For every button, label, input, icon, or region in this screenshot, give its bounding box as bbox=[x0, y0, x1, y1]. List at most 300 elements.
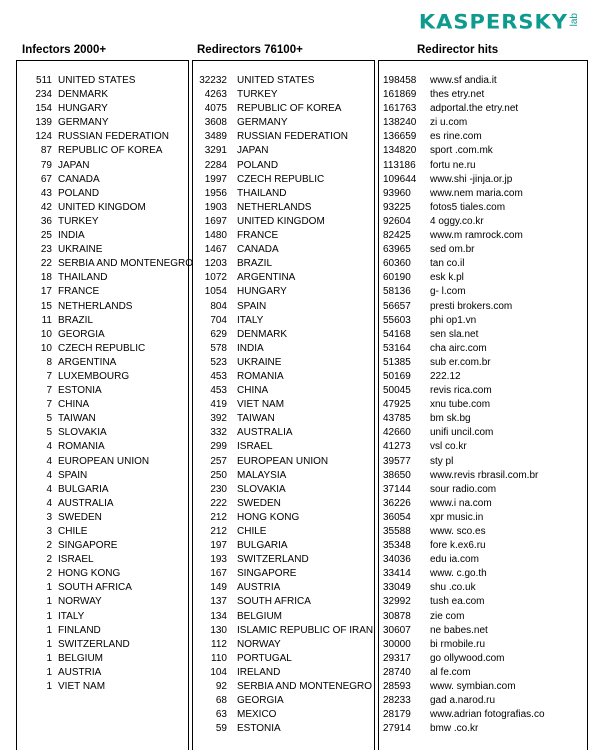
infector-row-label: GEORGIA bbox=[58, 328, 105, 340]
infector-row-count: 234 bbox=[35, 89, 52, 101]
infector-row-count: 10 bbox=[40, 328, 52, 340]
redirector-row-label: FRANCE bbox=[237, 230, 279, 242]
hit-row-label: esk k.pl bbox=[430, 272, 464, 284]
hit-row-count: 28740 bbox=[383, 666, 411, 678]
infector-row-count: 8 bbox=[46, 356, 52, 368]
hit-row-count: 198458 bbox=[383, 75, 417, 86]
hit-row bbox=[378, 511, 588, 525]
infector-row-count: 2 bbox=[46, 568, 52, 580]
hit-row-count: 134820 bbox=[383, 145, 417, 157]
hit-row bbox=[378, 525, 588, 539]
redirector-row-label: JAPAN bbox=[237, 145, 269, 157]
infector-row-label: FINLAND bbox=[58, 624, 101, 636]
hit-row-count: 93225 bbox=[383, 201, 411, 213]
hit-row-count: 29317 bbox=[383, 652, 411, 664]
redirector-row-count: 167 bbox=[210, 568, 227, 580]
hit-row-count: 37144 bbox=[383, 483, 411, 495]
redirector-row-label: RUSSIAN FEDERATION bbox=[237, 131, 348, 143]
infector-row-label: UNITED KINGDOM bbox=[58, 201, 146, 213]
redirector-row-label: ISRAEL bbox=[237, 441, 273, 453]
hit-row bbox=[378, 398, 588, 412]
redirector-row-count: 149 bbox=[210, 582, 227, 594]
redirector-row-count: 578 bbox=[210, 342, 227, 354]
hit-row-label: www.revis rbrasil.com.br bbox=[430, 469, 539, 481]
hit-row-count: 60190 bbox=[383, 272, 411, 284]
redirector-row-label: GERMANY bbox=[237, 117, 288, 129]
hit-row-label: sed om.br bbox=[430, 244, 475, 256]
redirector-row-count: 32232 bbox=[199, 75, 227, 86]
redirector-row bbox=[192, 384, 375, 398]
redirector-row bbox=[192, 483, 375, 497]
redirector-row-count: 197 bbox=[210, 540, 227, 552]
redirector-row-label: SOUTH AFRICA bbox=[237, 596, 311, 608]
redirector-row-count: 250 bbox=[210, 469, 227, 481]
infector-row-count: 139 bbox=[35, 117, 52, 129]
redirector-row-label: REPUBLIC OF KOREA bbox=[237, 103, 342, 115]
hit-row bbox=[378, 610, 588, 624]
redirector-row-label: BULGARIA bbox=[237, 540, 288, 552]
redirector-row bbox=[192, 285, 375, 299]
redirector-row-count: 704 bbox=[210, 314, 227, 326]
redirector-row bbox=[192, 539, 375, 553]
hit-row bbox=[378, 356, 588, 370]
redirector-row-count: 230 bbox=[210, 483, 227, 495]
hit-row-label: bmw .co.kr bbox=[430, 723, 479, 735]
redirector-row-count: 3489 bbox=[204, 131, 227, 143]
hit-row bbox=[378, 455, 588, 469]
redirector-row bbox=[192, 173, 375, 187]
redirector-row-label: NETHERLANDS bbox=[237, 201, 312, 213]
hit-row bbox=[378, 370, 588, 384]
redirector-row-label: SWEDEN bbox=[237, 497, 281, 509]
infector-row-label: ESTONIA bbox=[58, 385, 102, 397]
hit-row-count: 82425 bbox=[383, 230, 411, 242]
redirector-row-count: 1697 bbox=[204, 215, 227, 227]
redirector-row-count: 1997 bbox=[204, 173, 227, 185]
redirector-row-label: PORTUGAL bbox=[237, 652, 292, 664]
redirector-row-label: SERBIA AND MONTENEGRO bbox=[237, 681, 373, 693]
redirector-row-count: 212 bbox=[210, 526, 227, 537]
infector-row-label: EUROPEAN UNION bbox=[58, 455, 150, 467]
redirector-row bbox=[192, 595, 375, 609]
hit-row-label: www.shi -jinja.or.jp bbox=[430, 173, 513, 185]
infector-row-count: 22 bbox=[40, 258, 52, 270]
infector-row-count: 2 bbox=[46, 540, 52, 552]
hit-row bbox=[378, 384, 588, 398]
infector-row-count: 4 bbox=[46, 483, 52, 495]
redirector-row-count: 1467 bbox=[204, 244, 227, 256]
redirector-row bbox=[192, 652, 375, 666]
hit-row-label: sty pl bbox=[430, 455, 454, 467]
redirector-row bbox=[192, 497, 375, 511]
hit-row-label: 222.12 bbox=[430, 370, 461, 382]
infector-row-label: RUSSIAN FEDERATION bbox=[58, 131, 169, 143]
hit-row bbox=[378, 342, 588, 356]
hit-row bbox=[378, 116, 588, 130]
hit-row-count: 56657 bbox=[383, 300, 411, 312]
kaspersky-logo bbox=[419, 10, 580, 34]
hit-row bbox=[378, 257, 588, 271]
infector-row-label: NETHERLANDS bbox=[58, 300, 133, 312]
hit-row-label: al fe.com bbox=[430, 666, 471, 678]
redirector-row-label: GEORGIA bbox=[237, 695, 284, 707]
redirector-row-count: 392 bbox=[210, 413, 227, 425]
redirector-row-label: NORWAY bbox=[237, 638, 281, 650]
hit-row-count: 50169 bbox=[383, 370, 411, 382]
redirector-row bbox=[192, 567, 375, 581]
redirector-row-count: 3608 bbox=[204, 117, 227, 129]
hit-row-count: 30878 bbox=[383, 610, 411, 622]
redirector-row bbox=[192, 610, 375, 624]
hits-header: Redirector hits bbox=[417, 44, 499, 56]
redirector-row-count: 453 bbox=[210, 370, 227, 382]
infector-row-label: SERBIA AND MONTENEGRO bbox=[58, 258, 194, 270]
infector-row-count: 18 bbox=[40, 272, 52, 284]
hit-row-count: 33049 bbox=[383, 582, 411, 594]
redirector-row-count: 1480 bbox=[204, 230, 227, 242]
hit-row-label: sub er.com.br bbox=[430, 356, 491, 368]
hit-row bbox=[378, 285, 588, 299]
hit-row bbox=[378, 553, 588, 567]
redirector-row bbox=[192, 370, 375, 384]
redirector-row-label: ISLAMIC REPUBLIC OF IRAN bbox=[237, 624, 374, 636]
infector-row-count: 43 bbox=[40, 187, 52, 199]
redirector-row-label: UNITED STATES bbox=[237, 75, 315, 86]
hit-row bbox=[378, 694, 588, 708]
hit-row bbox=[378, 708, 588, 722]
hit-row-count: 161763 bbox=[383, 103, 417, 115]
hit-row bbox=[378, 497, 588, 511]
hit-row-count: 92604 bbox=[383, 215, 411, 227]
hit-row-label: tan co.il bbox=[430, 258, 465, 270]
infector-row-count: 11 bbox=[41, 314, 52, 326]
redirector-row-count: 2284 bbox=[204, 159, 227, 171]
redirector-row-count: 1956 bbox=[204, 187, 227, 199]
redirector-row-count: 92 bbox=[215, 681, 227, 693]
hit-row bbox=[378, 243, 588, 257]
hit-row-count: 51385 bbox=[383, 356, 411, 368]
hit-row-label: sen sla.net bbox=[430, 328, 479, 340]
infector-row-label: SWITZERLAND bbox=[58, 638, 130, 650]
hit-row-label: bm sk.bg bbox=[430, 413, 471, 425]
redirector-row-count: 110 bbox=[211, 652, 227, 664]
hit-row-count: 60360 bbox=[383, 258, 411, 270]
infector-row-count: 4 bbox=[46, 455, 52, 467]
redirector-row-label: SPAIN bbox=[237, 300, 267, 312]
redirector-row-count: 134 bbox=[210, 610, 227, 622]
hit-row-count: 32992 bbox=[383, 596, 411, 608]
redirector-row bbox=[192, 116, 375, 130]
redirector-row-label: VIET NAM bbox=[237, 399, 285, 411]
infector-row-count: 124 bbox=[35, 131, 52, 143]
redirector-row-label: CZECH REPUBLIC bbox=[237, 173, 325, 185]
redirector-row-label: AUSTRIA bbox=[237, 582, 281, 594]
redirector-row-count: 130 bbox=[210, 624, 227, 636]
redirector-row bbox=[192, 638, 375, 652]
infector-row-count: 15 bbox=[40, 300, 52, 312]
hit-row-count: 161869 bbox=[383, 89, 417, 101]
hit-row-count: 43785 bbox=[383, 413, 411, 425]
redirector-row bbox=[192, 342, 375, 356]
infector-row-count: 154 bbox=[35, 103, 52, 115]
redirector-row-label: AUSTRALIA bbox=[237, 427, 293, 439]
hit-row bbox=[378, 300, 588, 314]
redirector-row bbox=[192, 215, 375, 229]
redirector-row-label: BRAZIL bbox=[237, 258, 273, 270]
hit-row bbox=[378, 328, 588, 342]
infector-row-count: 1 bbox=[46, 610, 52, 622]
infector-row-count: 79 bbox=[40, 159, 52, 171]
infector-row-label: ISRAEL bbox=[58, 554, 94, 566]
infectors-header: Infectors 2000+ bbox=[22, 44, 107, 56]
hit-row-label: xnu tube.com bbox=[430, 399, 491, 411]
redirector-row-count: 4075 bbox=[204, 103, 227, 115]
infector-row-label: UNITED STATES bbox=[58, 75, 136, 86]
infector-row-label: BULGARIA bbox=[58, 483, 109, 495]
hit-row bbox=[378, 652, 588, 666]
redirector-row-count: 193 bbox=[210, 554, 227, 566]
redirector-row bbox=[192, 271, 375, 285]
hit-row bbox=[378, 159, 588, 173]
redirector-row bbox=[192, 398, 375, 412]
redirector-row-label: INDIA bbox=[237, 342, 264, 354]
redirector-row bbox=[192, 187, 375, 201]
infector-row-label: CHILE bbox=[58, 526, 88, 537]
infector-row-count: 87 bbox=[40, 145, 52, 157]
redirector-row-count: 1054 bbox=[204, 286, 227, 298]
redirector-row-label: BELGIUM bbox=[237, 610, 283, 622]
infector-row-count: 25 bbox=[40, 230, 52, 242]
hit-row bbox=[378, 595, 588, 609]
redirector-row-label: ROMANIA bbox=[237, 370, 284, 382]
redirector-row-label: ITALY bbox=[237, 314, 264, 326]
redirector-row-label: SLOVAKIA bbox=[237, 483, 286, 495]
redirector-row bbox=[192, 455, 375, 469]
redirector-row-label: CHINA bbox=[237, 385, 269, 397]
hit-row bbox=[378, 229, 588, 243]
redirector-row-label: HONG KONG bbox=[237, 511, 300, 523]
hit-row-count: 63965 bbox=[383, 244, 411, 256]
hit-row-label: phi op1.vn bbox=[430, 314, 477, 326]
hit-row-label: fortu ne.ru bbox=[430, 159, 476, 171]
redirector-row-count: 63 bbox=[215, 709, 227, 721]
redirector-row bbox=[192, 102, 375, 116]
infector-row-label: CZECH REPUBLIC bbox=[58, 342, 146, 354]
hit-row-count: 35588 bbox=[383, 526, 411, 537]
redirector-row-count: 332 bbox=[210, 427, 227, 439]
hit-row-label: www.nem maria.com bbox=[430, 187, 523, 199]
hit-row-label: www. symbian.com bbox=[430, 681, 516, 693]
redirector-row-count: 299 bbox=[210, 441, 227, 453]
hit-row bbox=[378, 638, 588, 652]
redirector-row bbox=[192, 130, 375, 144]
hit-row-label: www. c.go.th bbox=[430, 568, 487, 580]
infector-row-count: 7 bbox=[46, 399, 52, 411]
infector-row-label: CHINA bbox=[58, 399, 90, 411]
infector-row-count: 1 bbox=[46, 652, 52, 664]
hit-row-count: 42660 bbox=[383, 427, 411, 439]
redirector-row-label: MEXICO bbox=[237, 709, 277, 721]
redirector-row bbox=[192, 243, 375, 257]
hit-row-count: 28593 bbox=[383, 681, 411, 693]
hit-row bbox=[378, 173, 588, 187]
redirector-row-count: 257 bbox=[210, 455, 227, 467]
hit-row-label: www. sco.es bbox=[430, 526, 486, 537]
redirector-row bbox=[192, 511, 375, 525]
redirector-row bbox=[192, 624, 375, 638]
hit-row-label: g- l.com bbox=[430, 286, 466, 298]
hit-row bbox=[378, 680, 588, 694]
redirector-row bbox=[192, 74, 375, 88]
hit-row bbox=[378, 624, 588, 638]
redirector-row-count: 222 bbox=[210, 497, 227, 509]
infector-row-label: NORWAY bbox=[58, 596, 102, 608]
hit-row-label: fotos5 tiales.com bbox=[430, 201, 506, 213]
redirector-row-label: POLAND bbox=[237, 159, 279, 171]
hit-row-count: 38650 bbox=[383, 469, 411, 481]
redirector-row bbox=[192, 581, 375, 595]
hit-row-count: 55603 bbox=[383, 314, 411, 326]
infector-row-label: DENMARK bbox=[58, 89, 109, 101]
infector-row-label: FRANCE bbox=[58, 286, 100, 298]
infector-row-count: 42 bbox=[40, 201, 52, 213]
redirector-row-count: 137 bbox=[210, 596, 227, 608]
redirector-row bbox=[192, 525, 375, 539]
infector-row-label: SWEDEN bbox=[58, 511, 102, 523]
hit-row-count: 36054 bbox=[383, 511, 411, 523]
infector-row-label: BELGIUM bbox=[58, 652, 104, 664]
hit-row-label: xpr music.in bbox=[430, 511, 484, 523]
redirector-row-label: SINGAPORE bbox=[237, 568, 297, 580]
infector-row-label: ITALY bbox=[58, 610, 85, 622]
logo-lab-suffix: lab bbox=[569, 13, 580, 27]
infector-row-count: 17 bbox=[40, 286, 52, 298]
hit-row-label: gad a.narod.ru bbox=[430, 695, 496, 707]
hit-row-label: zie com bbox=[430, 610, 465, 622]
infector-row-label: TURKEY bbox=[58, 215, 99, 227]
redirector-row-label: TAIWAN bbox=[237, 413, 275, 425]
infector-row-count: 10 bbox=[40, 342, 52, 354]
infector-row-label: INDIA bbox=[58, 230, 85, 242]
hit-row-count: 138240 bbox=[383, 117, 417, 129]
infector-row-count: 1 bbox=[46, 681, 52, 693]
hit-row bbox=[378, 102, 588, 116]
infector-row-label: GERMANY bbox=[58, 117, 109, 129]
infector-row-label: SINGAPORE bbox=[58, 540, 118, 552]
infector-row-label: AUSTRIA bbox=[58, 666, 102, 678]
hit-row bbox=[378, 581, 588, 595]
hit-row-label: www.sf andia.it bbox=[430, 75, 497, 86]
hit-row-count: 113186 bbox=[383, 159, 416, 171]
hit-row-count: 35348 bbox=[383, 540, 411, 552]
redirector-row bbox=[192, 440, 375, 454]
hit-row-count: 33414 bbox=[383, 568, 411, 580]
hit-row-label: tush ea.com bbox=[430, 596, 485, 608]
redirector-row bbox=[192, 680, 375, 694]
infector-row-count: 1 bbox=[46, 638, 52, 650]
hit-row-count: 54168 bbox=[383, 328, 411, 340]
hit-row bbox=[378, 412, 588, 426]
hit-row-count: 28179 bbox=[383, 709, 411, 721]
hit-row-label: unifi uncil.com bbox=[430, 427, 494, 439]
redirector-row bbox=[192, 201, 375, 215]
hit-row bbox=[378, 426, 588, 440]
redirector-row bbox=[192, 144, 375, 158]
redirector-row-label: UNITED KINGDOM bbox=[237, 215, 325, 227]
redirector-row bbox=[192, 257, 375, 271]
hit-row-label: cha airc.com bbox=[430, 342, 487, 354]
redirector-row-label: HUNGARY bbox=[237, 286, 287, 298]
infector-row-label: SOUTH AFRICA bbox=[58, 582, 132, 594]
infector-row-label: SLOVAKIA bbox=[58, 427, 107, 439]
hit-row-count: 28233 bbox=[383, 695, 411, 707]
hit-row-count: 41273 bbox=[383, 441, 411, 453]
hit-row-label: zi u.com bbox=[430, 117, 468, 129]
hit-row-count: 109644 bbox=[383, 173, 417, 185]
redirector-row bbox=[192, 229, 375, 243]
infector-row-label: THAILAND bbox=[58, 272, 108, 284]
hit-row-label: 4 oggy.co.kr bbox=[430, 215, 484, 227]
redirector-row-count: 4263 bbox=[204, 89, 227, 101]
redirector-row-count: 453 bbox=[210, 385, 227, 397]
infector-row-count: 5 bbox=[46, 413, 52, 425]
redirector-row bbox=[192, 314, 375, 328]
redirectors-header: Redirectors 76100+ bbox=[197, 44, 303, 56]
infector-row-count: 3 bbox=[46, 511, 52, 523]
hit-row-label: bi rmobile.ru bbox=[430, 638, 486, 650]
hit-row-count: 39577 bbox=[383, 455, 411, 467]
redirector-row-count: 59 bbox=[215, 723, 227, 735]
redirector-row bbox=[192, 88, 375, 102]
hit-row-label: sour radio.com bbox=[430, 483, 497, 495]
hit-row-label: www.adrian fotografias.co bbox=[430, 709, 545, 721]
redirector-row bbox=[192, 300, 375, 314]
infector-row-count: 1 bbox=[46, 582, 52, 594]
hit-row-count: 30000 bbox=[383, 638, 411, 650]
redirector-row-label: MALAYSIA bbox=[237, 469, 287, 481]
logo-wordmark: KASPERSKY bbox=[418, 10, 568, 34]
hit-row bbox=[378, 469, 588, 483]
redirector-row-count: 112 bbox=[211, 638, 227, 650]
redirector-row bbox=[192, 328, 375, 342]
hit-row bbox=[378, 440, 588, 454]
hit-row-count: 136659 bbox=[383, 131, 417, 143]
infector-row-label: BRAZIL bbox=[58, 314, 94, 326]
infector-row-count: 511 bbox=[36, 75, 52, 86]
infector-row-count: 7 bbox=[46, 385, 52, 397]
hit-row-count: 58136 bbox=[383, 286, 411, 298]
infector-row-count: 4 bbox=[46, 441, 52, 453]
hit-row-count: 47925 bbox=[383, 399, 411, 411]
redirector-row-count: 3291 bbox=[204, 145, 227, 157]
hit-row bbox=[378, 88, 588, 102]
hit-row-label: es rine.com bbox=[430, 131, 482, 143]
infector-row-count: 1 bbox=[46, 596, 52, 608]
redirector-row-label: TURKEY bbox=[237, 89, 278, 101]
hit-row bbox=[378, 314, 588, 328]
hit-row-label: ne babes.net bbox=[430, 624, 488, 636]
hit-row bbox=[378, 483, 588, 497]
redirector-row bbox=[192, 412, 375, 426]
redirector-row bbox=[192, 469, 375, 483]
redirector-row-count: 68 bbox=[215, 695, 227, 707]
redirector-row-count: 629 bbox=[210, 328, 227, 340]
redirector-row-label: ESTONIA bbox=[237, 723, 281, 735]
infector-row-count: 5 bbox=[46, 427, 52, 439]
infector-row-count: 7 bbox=[46, 370, 52, 382]
redirector-row-label: ARGENTINA bbox=[237, 272, 296, 284]
infector-row-label: HUNGARY bbox=[58, 103, 108, 115]
